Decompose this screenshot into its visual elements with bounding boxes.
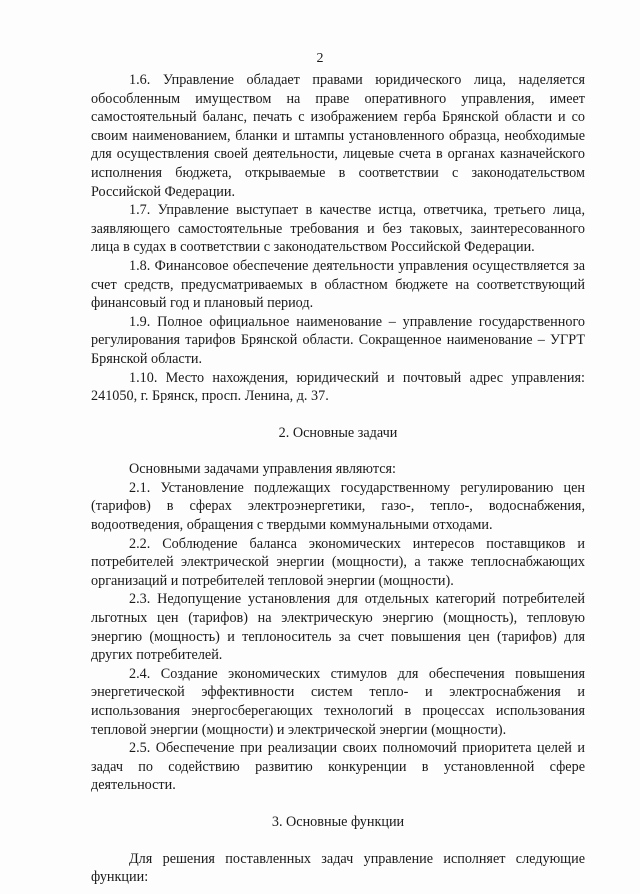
paragraph-1-7: 1.7. Управление выступает в качестве истца, ответчика, третьего лица, заявляющего самостоятельные требования и без таковых, заинтересованного лица в судах в соответствии с законодательством Российской Федерации. [91, 202, 585, 256]
section-3-intro: Для решения поставленных задач управление исполняет следующие функции: [91, 850, 585, 886]
paragraph-2-5: 2.5. Обеспечение при реализации своих полномочий приоритета целей и задач по содействию развитию конкуренции в установленной сфере деятельности. [91, 740, 585, 794]
paragraph-1-10: 1.10. Место нахождения, юридический и почтовый адрес управления: 241050, г. Брянск, просп. Ленина, д. 37. [91, 369, 585, 405]
paragraph-2-4: 2.4. Создание экономических стимулов для обеспечения повышения энергетической эффективности систем тепло- и электроснабжения и использования энергосберегающих технологий в процессах использования тепловой энергии (мощности) и электрической энергии (мощности). [91, 665, 585, 738]
page-number: 2 [316, 51, 324, 66]
paragraph-1-9: 1.9. Полное официальное наименование – управление государственного регулирования тарифов Брянской области. Сокращенное наименование – УГРТ Брянской области. [91, 313, 585, 367]
section-2-intro: Основными задачами управления являются: [129, 461, 396, 478]
paragraph-2-2: 2.2. Соблюдение баланса экономических интересов поставщиков и потребителей электрической энергии (мощности), а также теплоснабжающих организаций и потребителей тепловой энергии (мощности). [91, 535, 585, 589]
paragraph-1-8: 1.8. Финансовое обеспечение деятельности управления осуществляется за счет средств, предусматриваемых в областном бюджете на соответствующий финансовый год и плановый период. [91, 257, 585, 312]
paragraph-2-1: 2.1. Установление подлежащих государственному регулированию цен (тарифов) в сферах электроэнергетики, газо-, тепло-, водоснабжения, водоотведения, обращения с твердыми коммунальными отходами. [91, 479, 585, 534]
paragraph-2-3: 2.3. Недопущение установления для отдельных категорий потребителей льготных цен (тарифов) на электрическую энергию (мощность), тепловую энергию (мощность) и теплоноситель за счет повышения цен (тарифов) для других потребителей. [91, 591, 585, 664]
paragraph-1-6: 1.6. Управление обладает правами юридического лица, наделяется обособленным имуществом на праве оперативного управления, имеет самостоятельный баланс, печать с изображением герба Брянской области и со своим наименованием, бланки и штампы установленного образца, необходимые для осуществления своей деятельности, лицевые счета в органах казначейского исполнения бюджета, открываемые в соответствии с законодательством Российской Федерации. [91, 72, 585, 200]
section-3-heading: 3. Основные функции [271, 813, 405, 830]
section-2-heading: 2. Основные задачи [278, 424, 398, 441]
document-body [91, 71, 585, 887]
